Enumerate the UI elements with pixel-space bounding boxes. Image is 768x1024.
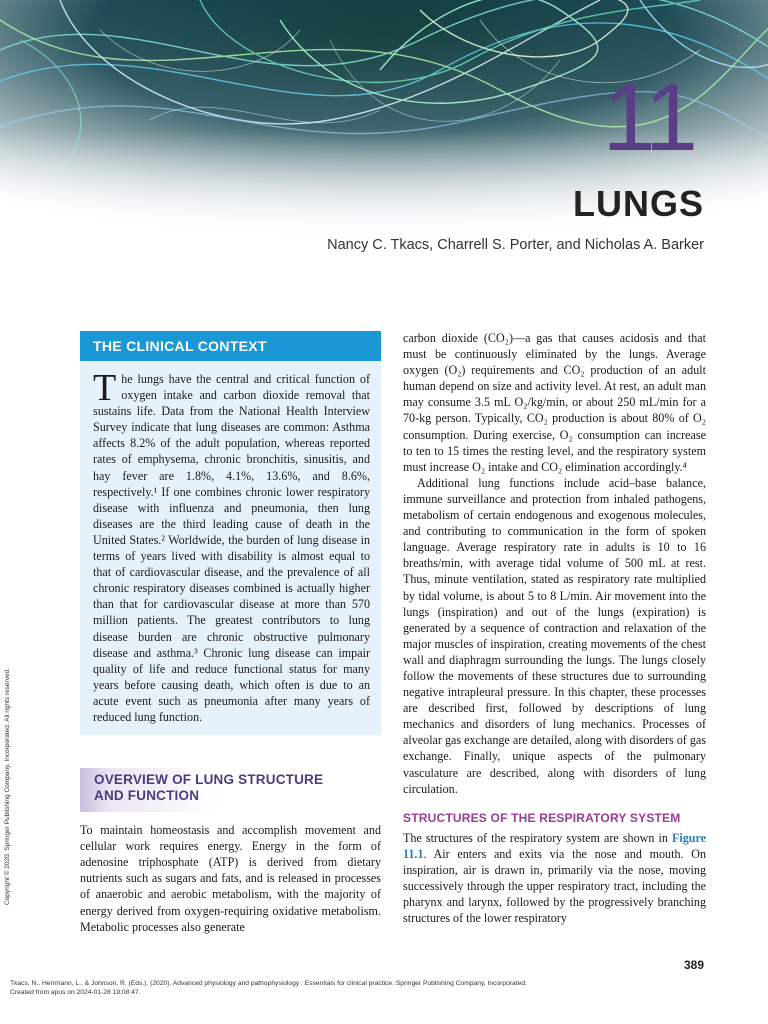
overview-heading-line1: OVERVIEW OF LUNG STRUCTURE xyxy=(94,772,324,788)
chapter-authors: Nancy C. Tkacs, Charrell S. Porter, and Nicholas A. Barker xyxy=(327,237,704,253)
structures-subheading: STRUCTURES OF THE RESPIRATORY SYSTEM xyxy=(403,810,681,825)
structures-text-rest: . Air enters and exits via the nose and mouth. On inspiration, air is drawn in, primarily via the nose, moving successively through the upper respiratory tract, including the pharynx and larynx, followed by the progressively branching structures of the lower respiratory xyxy=(403,846,706,926)
drop-cap: T xyxy=(93,367,117,409)
chapter-number: 11 xyxy=(602,64,694,171)
clinical-context-box xyxy=(80,331,381,735)
additional-functions-paragraph: Additional lung functions include acid–base balance, immune surveillance and protection from inhaled pathogens, metabolism of certain endogenous and exogenous molecules, and contributing to communication in the form of spoken language. Average respiratory rate in adults is 10 to 16 breaths/min, with average tidal volume of 500 mL at rest. Thus, minute ventilation, stated as respiratory rate multiplied by tidal volume, is about 5 to 8 L/min. Air movement into the lungs (inspiration) and out of the lungs (expiration) is generated by a sequence of contraction and relaxation of the major muscles of inspiration, creating movements of the chest wall and diaphragm surrounding the lungs. The lungs closely follow the movements of these structures due to surrounding negative intrapleural pressure. In this chapter, these processes are described first, followed by descriptions of lung mechanics and disorders of lung mechanics. Processes of alveolar gas exchange are detailed, along with disorders of gas exchange. Finally, unique aspects of the pulmonary vasculature are described, along with disorders of lung circulation. xyxy=(403,475,706,796)
side-copyright-notice: Copyright © 2020. Springer Publishing Company, Incorporated. All rights reserved. xyxy=(4,668,11,905)
overview-section-heading xyxy=(80,768,381,812)
clinical-context-heading: THE CLINICAL CONTEXT xyxy=(80,331,381,361)
overview-paragraph: To maintain homeostasis and accomplish movement and cellular work requires energy. Energy in the form of adenosine triphosphate (ATP) is derived from dietary nutrients such as sugars and fats, and is released in processes of anaerobic and aerobic metabolism, with the majority of energy derived from oxygen-requiring oxidative metabolism. Metabolic processes also generate xyxy=(80,823,381,934)
footer-created: Created from apus on 2024-01-28 19:08:47. xyxy=(10,988,141,996)
overview-heading-line2: AND FUNCTION xyxy=(94,788,200,804)
structures-text-start: The structures of the respiratory system are shown in xyxy=(403,830,672,845)
left-column xyxy=(80,331,381,935)
page-footer xyxy=(10,980,527,997)
chapter-title: LUNGS xyxy=(573,183,704,224)
structures-paragraph xyxy=(403,830,706,927)
footer-citation: Tkacs, N., Herrmann, L., & Johnson, R. (Eds.). (2020). Advanced physiology and pathophysiology : Essentials for clinical practice. Springer Publishing Company, Incorporated. xyxy=(10,980,527,987)
page-number: 389 xyxy=(683,958,704,972)
clinical-context-body: he lungs have the central and critical function of oxygen intake and carbon dioxide removal that sustains life. Data from the National Health Interview Survey indicate that lung diseases are common: Asthma affects 8.2% of the adult population, whereas reported rates of emphysema, chronic bronchitis, sinusitis, and hay fever are 1.8%, 4.1%, 13.6%, and 8.6%, respectively.¹ If one combines chronic lower respiratory disease with influenza and pneumonia, then lung diseases are the third leading cause of death in the United States.² Worldwide, the burden of lung disease in terms of years lived with disability is almost equal to that of cardiovascular disease, and the prevalence of all chronic respiratory diseases combined is actually higher than that for cardiovascular disease at more than 570 million patients. The greatest contributors to lung disease burden are chronic obstructive pulmonary disease and asthma.³ Chronic lung disease can impair quality of life and reduce functional status for many years before causing death, which often is due to an acute event such as pneumonia after many years of reduced lung function. xyxy=(93,372,370,724)
figure-11-1-link[interactable]: Figure 11.1 xyxy=(403,830,706,861)
clinical-context-text xyxy=(80,361,381,725)
continuation-paragraph: carbon dioxide (CO₂)—a gas that causes acidosis and that must be continuously eliminated by the lungs. Average oxygen (O₂) requirements and CO₂ production of an adult human depend on size and activity level. At rest, an adult man may consume 3.5 mL O₂/kg/min, or about 250 mL/min for a 70-kg person. Typically, CO₂ production is about 80% of O₂ consumption. During exercise, O₂ consumption can increase to ten to 15 times the resting level, and the respiratory system must increase O₂ intake and CO₂ elimination accordingly.⁴ xyxy=(403,331,706,474)
right-column xyxy=(403,330,706,926)
